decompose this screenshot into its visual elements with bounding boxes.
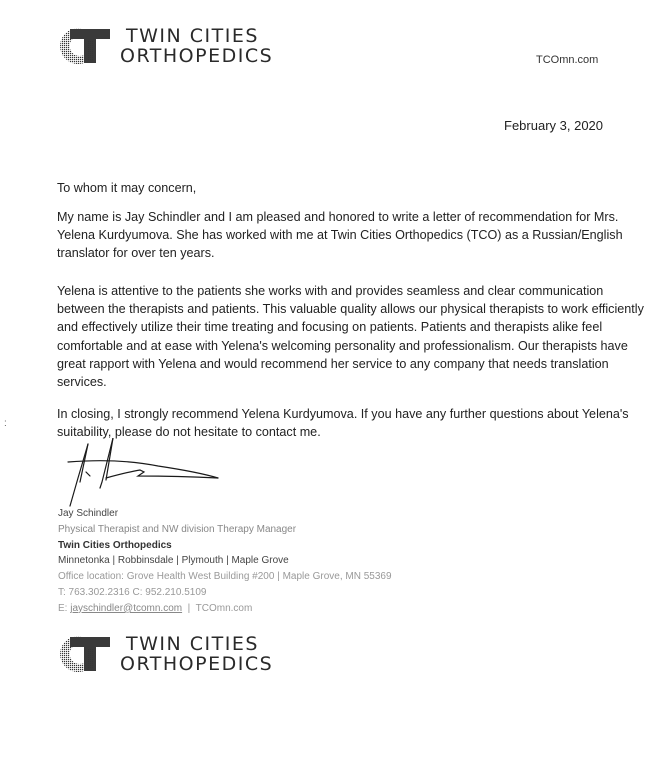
header-logo (54, 26, 273, 66)
logo-line-2: ORTHOPEDICS (120, 45, 274, 67)
handwritten-signature (58, 438, 228, 508)
letter-date: February 3, 2020 (504, 118, 604, 133)
signer-name: Jay Schindler (58, 508, 119, 519)
logo-line-1: TWIN CITIES (126, 633, 259, 655)
clinic-locations: Minnetonka | Robbinsdale | Plymouth | Maple Grove (58, 555, 289, 567)
email-link[interactable]: jayschindler@tcomn.com (70, 602, 183, 614)
tco-logo-icon (54, 27, 112, 65)
signature-block (58, 506, 392, 617)
signer-organization: Twin Cities Orthopedics (58, 539, 172, 551)
contact-website-link[interactable]: TCOmn.com (195, 602, 253, 614)
office-location: Office location: Grove Health West Building #200 | Maple Grove, MN 55369 (58, 571, 392, 583)
greeting (57, 179, 647, 197)
paragraph-intro (57, 208, 647, 263)
logo-line-2: ORTHOPEDICS (120, 653, 274, 675)
tco-logo-icon (54, 635, 112, 673)
paragraph-closing (57, 405, 647, 441)
margin-mark: : (4, 418, 7, 429)
footer-logo (54, 634, 273, 674)
contact-line (58, 601, 392, 617)
paragraph-text: In closing, I strongly recommend Yelena Kurdyumova. If you have any further questions about Yelena's suitability, please do not hesitate to contact me. (57, 407, 629, 440)
paragraph-text: My name is Jay Schindler and I am pleased and honored to write a letter of recommendation for Mrs. Yelena Kurdyumova. She has worked with me at Twin Cities Orthopedics (TCO) as a Russian/English translator for over ten years. (57, 210, 623, 261)
paragraph-qualities (57, 282, 647, 391)
phone-numbers: T: 763.302.2316 C: 952.210.5109 (58, 586, 207, 598)
signer-title: Physical Therapist and NW division Therapy Manager (58, 523, 297, 535)
contact-separator: | (182, 602, 196, 614)
logo-line-1: TWIN CITIES (126, 25, 259, 47)
paragraph-text: Yelena is attentive to the patients she works with and provides seamless and clear communication between the therapists and patients. This valuable quality allows our physical therapists to work efficiently and effectively utilize their time treating and focusing on patients. Patients and therapists alike feel comfortable and at ease with Yelena's welcoming personality and professionalism. Our therapists have great rapport with Yelena and would recommend her service to any company that needs translation services. (57, 284, 644, 390)
email-prefix: E: (58, 602, 71, 614)
header-website: TCOmn.com (536, 54, 599, 66)
greeting-text: To whom it may concern, (57, 181, 197, 195)
